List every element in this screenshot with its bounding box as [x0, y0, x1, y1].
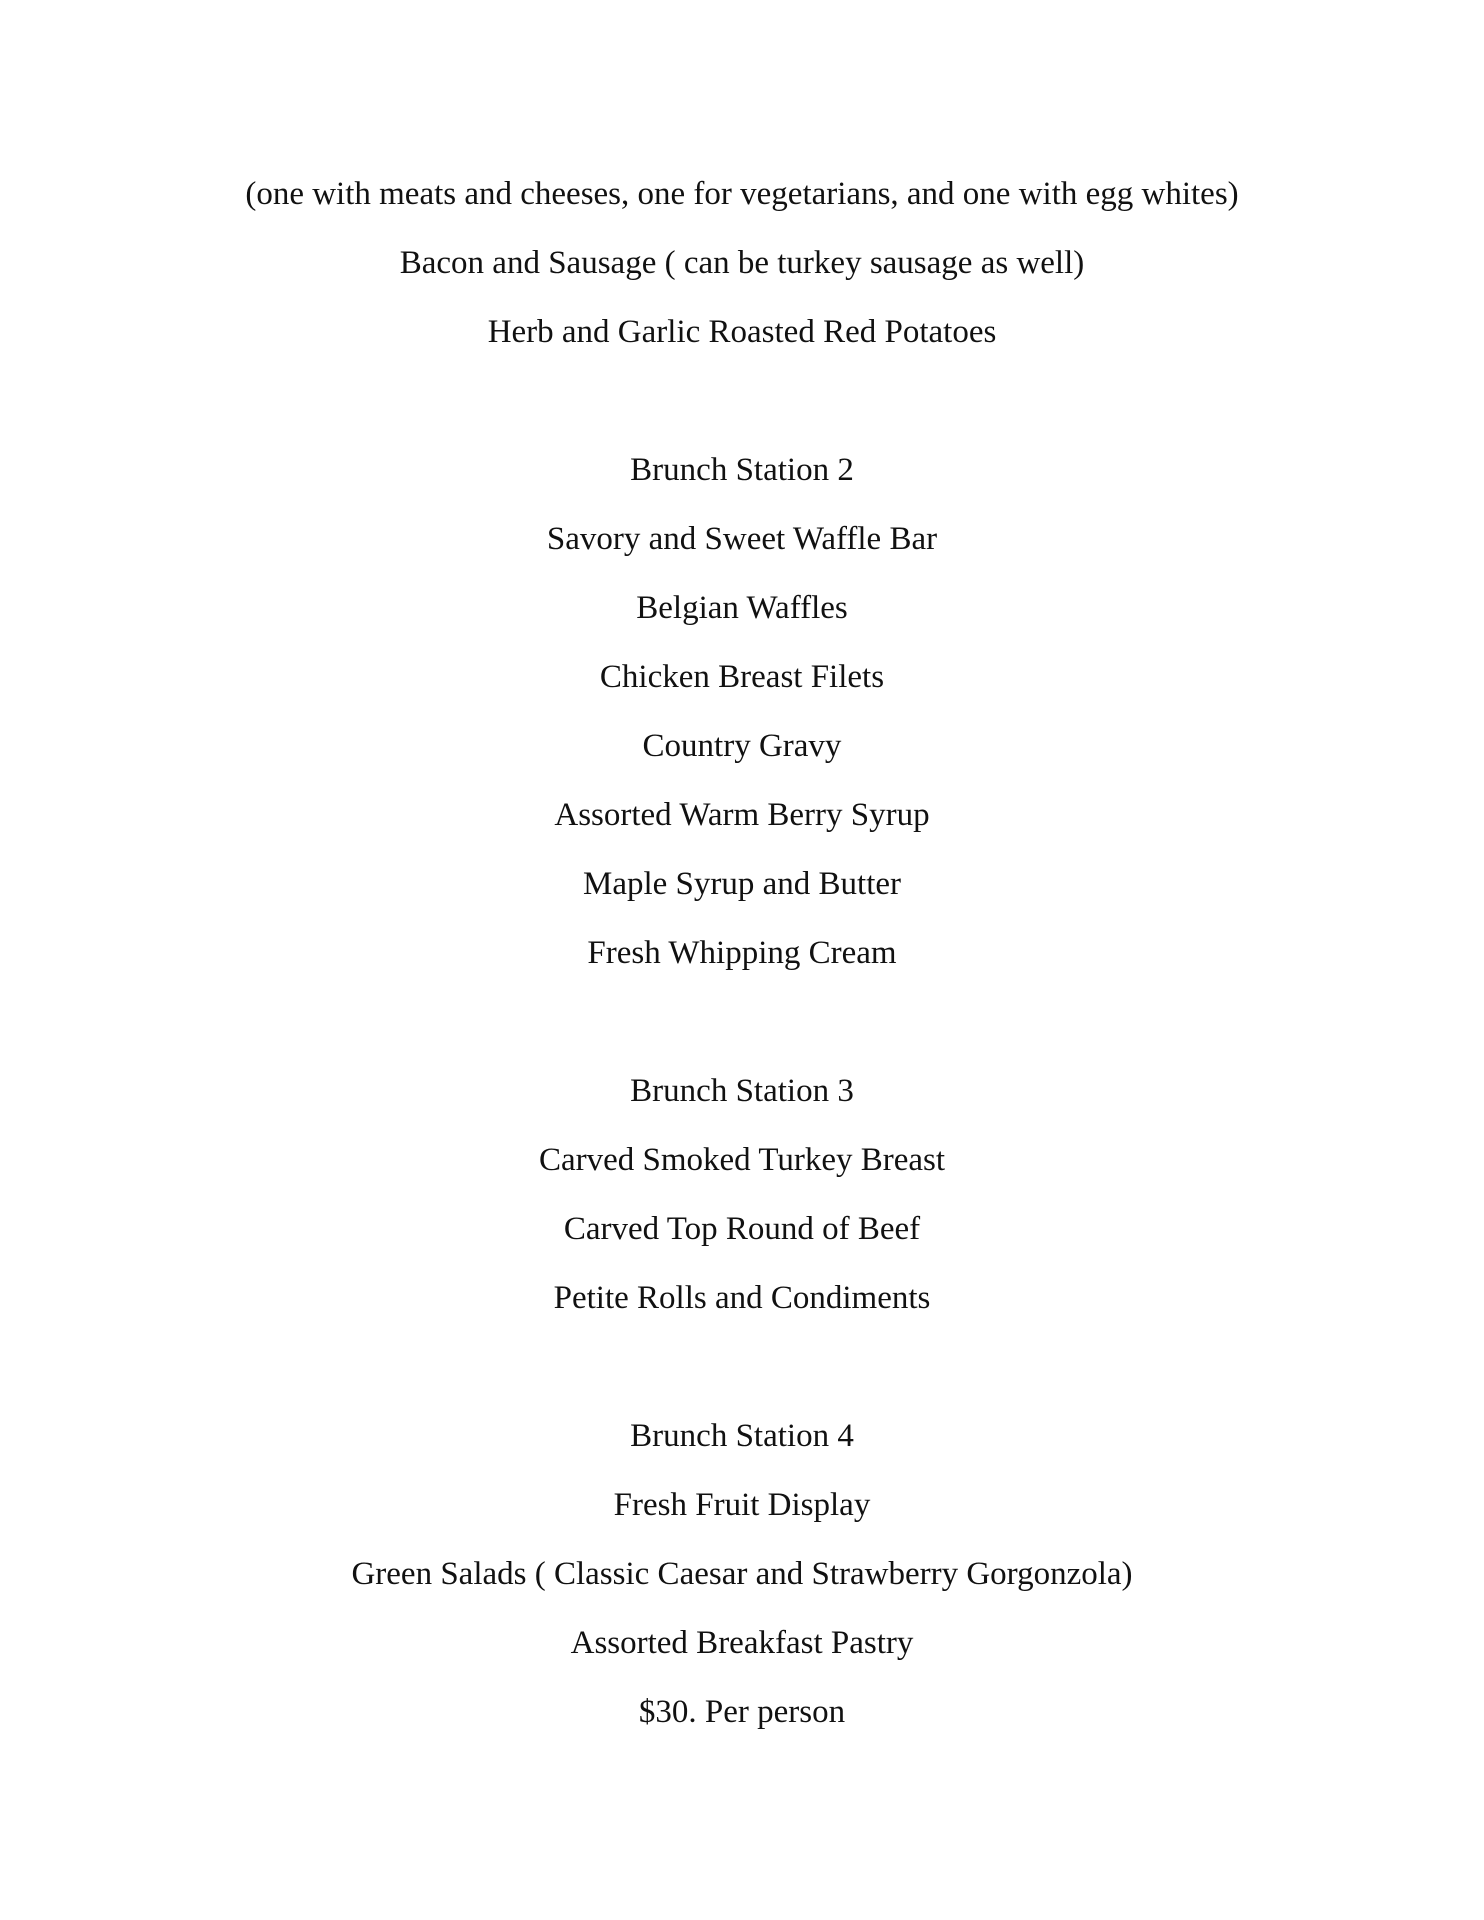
station-3-item: Carved Top Round of Beef [563, 1211, 921, 1247]
station-4-heading: Brunch Station 4 [630, 1418, 854, 1454]
menu-line-omelet-note: (one with meats and cheeses, one for vegetarians, and one with egg whites) [245, 176, 1239, 212]
station-2-item: Maple Syrup and Butter [582, 866, 902, 902]
station-3-heading: Brunch Station 3 [630, 1073, 854, 1109]
menu-line-potatoes: Herb and Garlic Roasted Red Potatoes [487, 314, 997, 350]
station-2-item: Belgian Waffles [636, 590, 848, 626]
station-2-item: Country Gravy [642, 728, 842, 764]
price-per-person: $30. Per person [638, 1694, 846, 1730]
station-2-item: Fresh Whipping Cream [587, 935, 897, 971]
station-3-item: Carved Smoked Turkey Breast [538, 1142, 946, 1178]
station-2-item: Assorted Warm Berry Syrup [554, 797, 930, 833]
station-4-item: Fresh Fruit Display [613, 1487, 871, 1523]
station-4-item: Green Salads ( Classic Caesar and Strawberry Gorgonzola) [351, 1556, 1133, 1592]
station-3-item: Petite Rolls and Condiments [553, 1280, 931, 1316]
menu-line-bacon-sausage: Bacon and Sausage ( can be turkey sausage as well) [399, 245, 1085, 281]
station-2-heading: Brunch Station 2 [630, 452, 854, 488]
station-2-item: Savory and Sweet Waffle Bar [546, 521, 938, 557]
station-2-item: Chicken Breast Filets [599, 659, 885, 695]
station-4-item: Assorted Breakfast Pastry [570, 1625, 914, 1661]
